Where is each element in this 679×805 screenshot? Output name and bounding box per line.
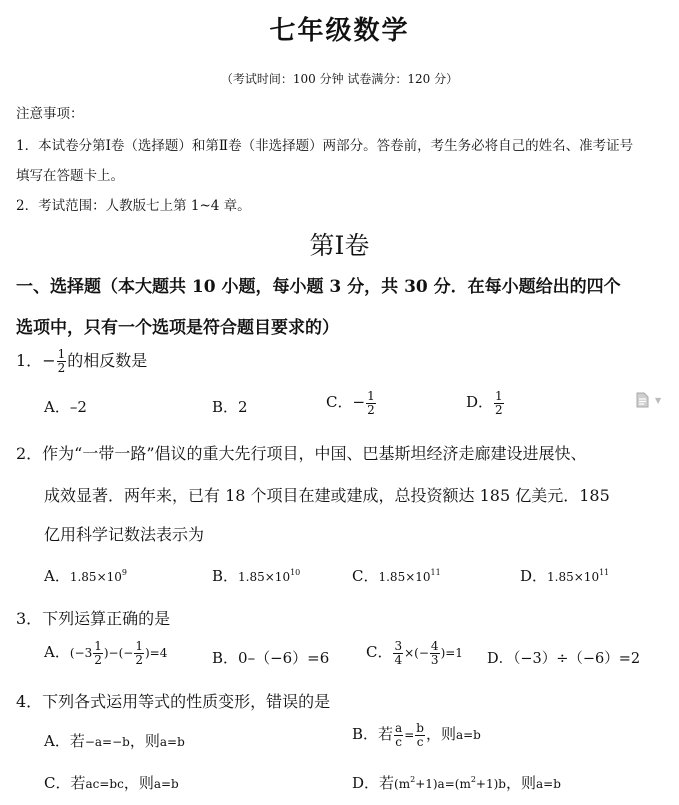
q4-option-c: C．若ac=bc，则a=b <box>44 774 179 792</box>
notes-heading: 注意事项： <box>16 106 84 122</box>
question-2-line-2: 成效显著．两年来，已有 18 个项目在建或建成，总投资额达 185 亿美元．185 <box>44 486 610 505</box>
question-4-stem: 4．下列各式运用等式的性质变形，错误的是 <box>16 692 331 711</box>
q3-option-b: B．0–（−6）=6 <box>212 649 330 667</box>
page-title: 七年级数学 <box>269 16 410 46</box>
note-1-line-2: 填写在答题卡上。 <box>16 168 124 184</box>
q4-option-a: A．若−a=−b，则a=b <box>44 732 185 750</box>
exam-info: （考试时间：100 分钟 试卷满分：120 分） <box>220 72 459 86</box>
q2-option-d: D．$1.85\times 10^{11}$ <box>520 567 610 585</box>
note-1-line-1: 1．本试卷分第Ⅰ卷（选择题）和第Ⅱ卷（非选择题）两部分。答卷前，考生务必将自己的姓名、准考证号 <box>16 138 634 154</box>
chevron-down-icon[interactable]: ▼ <box>655 396 662 405</box>
fraction: $\frac{1}{2}$ <box>57 347 66 375</box>
question-2-line-1: 2．作为“一带一路”倡议的重大先行项目，中国、巴基斯坦经济走廊建设进展快、 <box>16 444 587 463</box>
q1-option-c: C．− $\frac{1}{2}$ <box>326 389 375 417</box>
document-icon[interactable] <box>636 392 649 408</box>
q1-option-b: B．2 <box>212 398 248 416</box>
section-heading-line-2: 选项中，只有一个选项是符合题目要求的） <box>16 318 339 338</box>
q3-option-d: D．（−3）÷（−6）=2 <box>487 651 641 667</box>
question-3-stem: 3．下列运算正确的是 <box>16 609 171 628</box>
q4-option-d: D．若$(m^2+1)a=(m^2+1)b$，则a=b <box>352 774 561 792</box>
q1-option-d: D． $\frac{1}{2}$ <box>466 389 503 417</box>
q1-option-a: A．–2 <box>44 398 87 416</box>
q4-option-b: B．若 $\frac{a}{c}$ = $\frac{b}{c}$ ，则a=b <box>352 721 481 749</box>
q3-option-a: A．(−3 $\frac{1}{2}$ )−(− $\frac{1}{2}$ )=4 <box>44 639 168 667</box>
note-2: 2．考试范围：人教版七上第 1~4 章。 <box>16 198 251 214</box>
volume-title: 第Ⅰ卷 <box>309 231 370 260</box>
q2-option-b: B．$1.85\times 10^{10}$ <box>212 567 301 585</box>
q3-option-c: C． $\frac{3}{4}$ ×(− $\frac{4}{3}$ )=1 <box>366 639 463 667</box>
question-2-line-3: 亿用科学记数法表示为 <box>44 525 205 544</box>
section-heading-line-1: 一、选择题（本大题共 10 小题，每小题 3 分，共 30 分．在每小题给出的四个 <box>16 277 621 297</box>
q2-option-c: C．$1.85\times 10^{11}$ <box>352 567 441 585</box>
question-1-stem: 1．− $\frac{1}{2}$ 的相反数是 <box>16 347 148 375</box>
q2-option-a: A．$1.85\times 10^9$ <box>44 567 127 585</box>
